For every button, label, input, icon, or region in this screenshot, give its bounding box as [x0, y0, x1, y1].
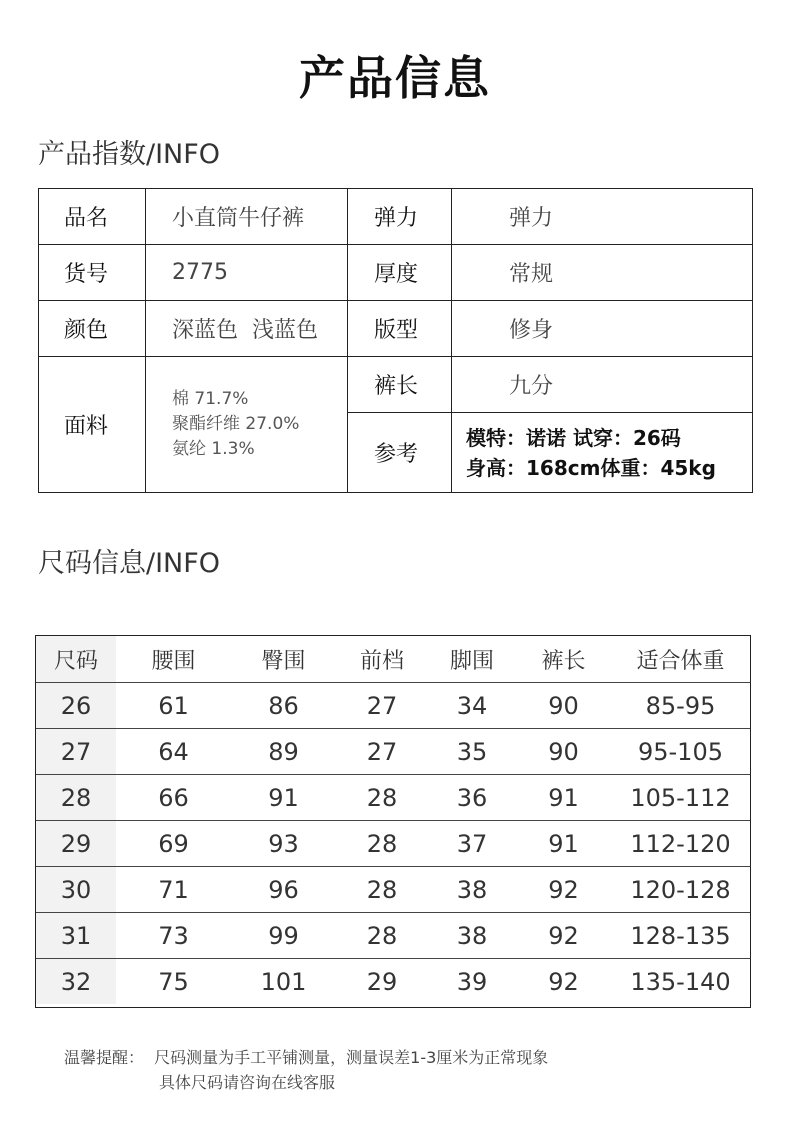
thickness-label: 厚度 [374, 262, 419, 287]
header-cell: 脚围 [449, 648, 494, 674]
table-cell: 89 [268, 737, 299, 766]
table-cell: 99 [268, 921, 299, 950]
size-cell: 27 [36, 729, 116, 774]
table-cell: 91 [268, 783, 299, 812]
table-divider [347, 189, 348, 492]
fabric-label: 面料 [64, 414, 109, 439]
table-cell: 39 [456, 967, 488, 996]
header-cell: 臀围 [261, 648, 306, 674]
elastic-label: 弹力 [374, 206, 419, 231]
fit-label: 版型 [374, 318, 419, 343]
table-divider [145, 189, 146, 492]
notice-line-1: 温馨提醒： 尺码测量为手工平铺测量，测量误差1-3厘米为正常现象 [64, 1048, 549, 1067]
table-row [36, 820, 750, 866]
table-cell: 35 [456, 737, 488, 766]
table-cell: 36 [456, 783, 488, 812]
table-cell: 120-128 [630, 875, 731, 904]
size-cell: 26 [36, 683, 116, 728]
table-cell: 135-140 [630, 967, 731, 996]
table-cell: 96 [268, 875, 299, 904]
fabric-line: 聚酯纤维 27.0% [172, 414, 300, 434]
name-value: 小直筒牛仔裤 [172, 206, 305, 231]
fabric-composition [172, 357, 299, 492]
table-cell: 28 [366, 921, 398, 950]
product-info-section-title: 产品指数/INFO [38, 139, 221, 170]
table-divider [451, 189, 452, 492]
header-cell: 腰围 [151, 648, 196, 674]
header-cell: 裤长 [541, 648, 586, 674]
table-cell: 64 [158, 737, 189, 766]
name-label: 品名 [64, 206, 109, 231]
color-value: 深蓝色 浅蓝色 [172, 318, 318, 343]
table-cell: 90 [548, 737, 579, 766]
elastic-value: 弹力 [509, 206, 554, 231]
table-cell: 28 [366, 783, 398, 812]
thickness-value: 常规 [509, 262, 554, 287]
notice [64, 1045, 548, 1095]
length-label: 裤长 [374, 374, 419, 399]
product-info-table [38, 188, 753, 493]
table-row [36, 958, 750, 1004]
page-title: 产品信息 [299, 51, 491, 105]
sku-label: 货号 [64, 262, 109, 287]
notice-line-2: 具体尺码请咨询在线客服 [159, 1073, 336, 1092]
reference-value [466, 413, 716, 492]
table-cell: 73 [158, 921, 189, 950]
reference-label: 参考 [374, 442, 419, 467]
table-row [36, 866, 750, 912]
table-cell: 90 [548, 691, 579, 720]
table-row [36, 728, 750, 774]
table-cell: 91 [548, 783, 579, 812]
table-cell: 95-105 [637, 737, 723, 766]
table-cell: 29 [366, 967, 398, 996]
table-row [36, 682, 750, 728]
sku-value: 2775 [172, 260, 228, 285]
size-table-header [36, 636, 750, 682]
table-cell: 38 [456, 875, 488, 904]
table-cell: 71 [158, 875, 189, 904]
table-cell: 128-135 [630, 921, 731, 950]
table-cell: 112-120 [630, 829, 731, 858]
fabric-line: 氨纶 1.3% [172, 439, 255, 459]
table-cell: 28 [366, 875, 398, 904]
reference-body-line: 身高：168cm体重：45kg [466, 455, 716, 480]
table-cell: 93 [268, 829, 299, 858]
size-table [35, 635, 751, 1008]
color-label: 颜色 [64, 318, 109, 343]
table-cell: 86 [268, 691, 299, 720]
table-cell: 85-95 [645, 691, 716, 720]
size-cell: 32 [36, 959, 116, 1004]
header-cell: 前档 [359, 648, 404, 674]
table-cell: 27 [366, 737, 398, 766]
table-cell: 101 [260, 967, 307, 996]
table-cell: 75 [158, 967, 189, 996]
size-info-section-title: 尺码信息/INFO [38, 548, 221, 579]
table-cell: 38 [456, 921, 488, 950]
table-cell: 92 [548, 967, 579, 996]
size-cell: 28 [36, 775, 116, 820]
table-cell: 69 [158, 829, 189, 858]
table-cell: 28 [366, 829, 398, 858]
table-cell: 37 [456, 829, 488, 858]
size-cell: 30 [36, 867, 116, 912]
header-cell: 适合体重 [636, 648, 725, 674]
fit-value: 修身 [509, 318, 554, 343]
table-cell: 105-112 [630, 783, 731, 812]
table-cell: 34 [456, 691, 488, 720]
fabric-line: 棉 71.7% [172, 389, 249, 409]
table-cell: 92 [548, 921, 579, 950]
table-cell: 61 [158, 691, 189, 720]
table-cell: 91 [548, 829, 579, 858]
table-cell: 27 [366, 691, 398, 720]
size-cell: 31 [36, 913, 116, 958]
table-cell: 92 [548, 875, 579, 904]
header-cell: 尺码 [36, 636, 116, 682]
table-cell: 66 [158, 783, 189, 812]
length-value: 九分 [509, 374, 554, 399]
table-row [36, 774, 750, 820]
size-cell: 29 [36, 821, 116, 866]
reference-model-line: 模特：诺诺 试穿：26码 [466, 425, 681, 450]
table-row [36, 912, 750, 958]
